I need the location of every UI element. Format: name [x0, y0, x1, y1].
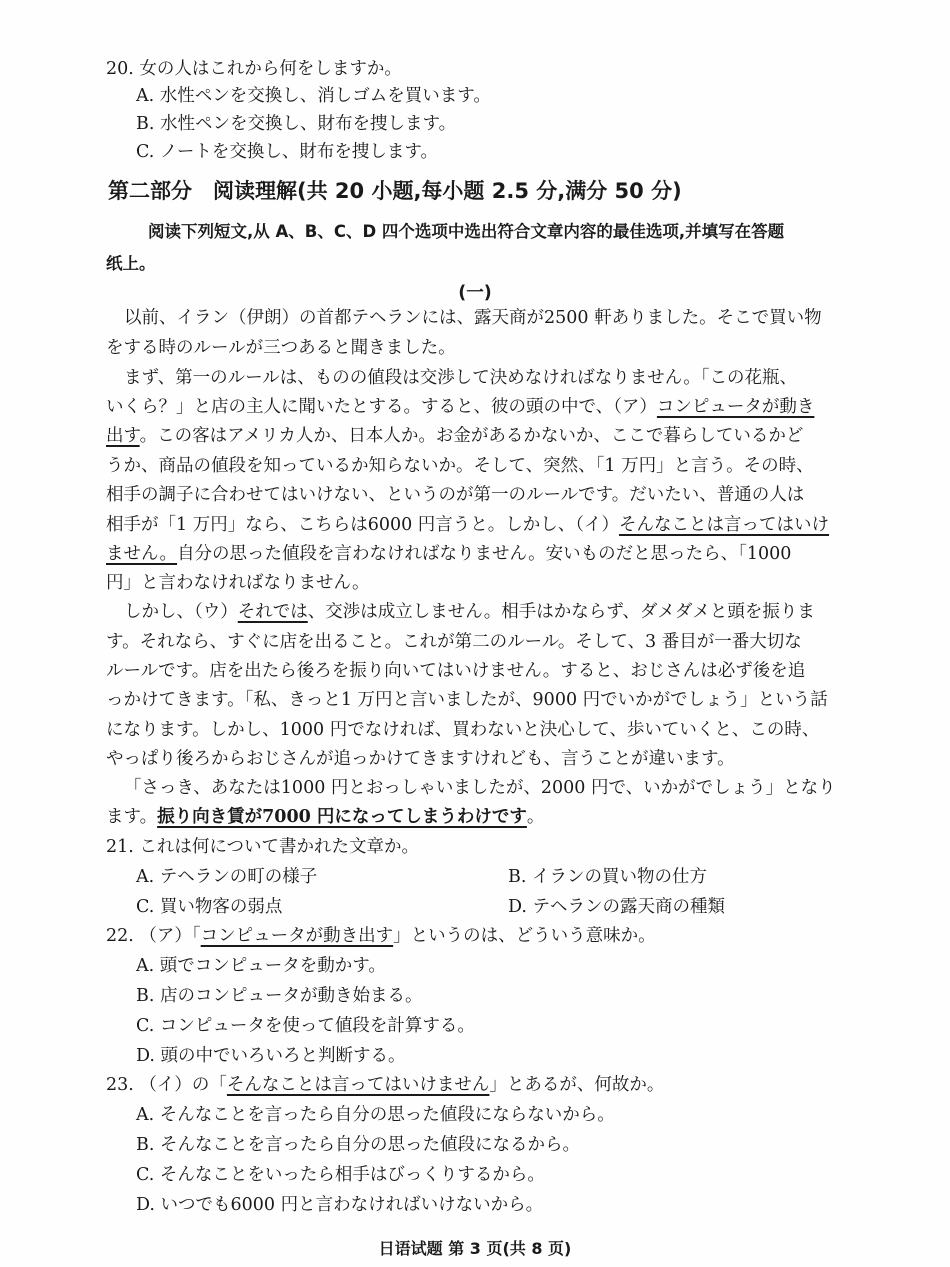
q21-stem: 21. これは何について書かれた文章か。: [106, 837, 420, 857]
section-instruction-line1: 阅读下列短文,从 A、B、C、D 四个选项中选出符合文章内容的最佳选项,并填写在答题: [148, 222, 785, 241]
underline-a-part1: コンピュータが動き: [656, 397, 815, 417]
q22-option-c: C. コンピュータを使って値段を計算する。: [136, 1016, 475, 1036]
q21-option-b: B. イランの買い物の仕方: [508, 867, 707, 887]
q23-option-c: C. そんなことをいったら相手はびっくりするから。: [136, 1165, 545, 1185]
passage-p3-line1: [124, 601, 815, 623]
passage-text: 。: [526, 807, 545, 827]
q21-option-d: D. テヘランの露天商の種類: [508, 897, 726, 917]
passage-p3-line6: やっぱり後ろからおじさんが追っかけてきますけれども、言うことが違います。: [106, 749, 735, 769]
q23-option-a: A. そんなことを言ったら自分の思った値段にならないから。: [136, 1105, 615, 1125]
passage-text: 相手が「1 万円」なら、こちらは6000 円言うと。しかし、（イ）: [106, 515, 620, 535]
passage-p4-line1: 「さっき、あなたは1000 円とおっしゃいましたが、2000 円で、いかがでしょう」となり: [124, 778, 836, 798]
passage-p3-line3: ルールです。店を出たら後ろを振り向いてはいけません。すると、おじさんは必ず後を追: [106, 661, 806, 681]
passage-p2-line4: うか、商品の値段を知っているか知らないか。そして、突然、「1 万円」と言う。その時、: [106, 456, 814, 476]
q22-option-b: B. 店のコンピュータが動き始まる。: [136, 986, 423, 1006]
q21-option-c: C. 買い物客の弱点: [136, 897, 283, 917]
passage-p3-line5: になります。しかし、1000 円でなければ、買わないと決心して、歩いていくと、この時、: [106, 720, 820, 740]
q22-stem: [106, 925, 656, 947]
underline-i-part2: ません。: [106, 544, 178, 564]
passage-text: いくら？」と店の主人に聞いたとする。すると、彼の頭の中で、（ア）: [106, 397, 657, 417]
passage-p2-line6: [106, 514, 906, 536]
q23-option-b: B. そんなことを言ったら自分の思った値段になるから。: [136, 1135, 580, 1155]
passage-text: しかし、（ウ）: [124, 602, 238, 622]
q22-stem-text: 」というのは、どういう意味か。: [393, 926, 656, 946]
passage-p2-line3: [106, 425, 906, 447]
underline-final: 振り向き賃が7000 円になってしまうわけです: [157, 807, 527, 827]
page-footer: 日语试题 第 3 页(共 8 页): [378, 1239, 572, 1258]
section-instruction-line2: 纸上。: [106, 254, 156, 273]
q20-option-a: A. 水性ペンを交換し、消しゴムを買います。: [136, 86, 491, 106]
passage-p4-line2: [106, 806, 906, 828]
q22-stem-underlined: コンピュータが動き出す: [200, 926, 394, 946]
passage-text: 。この客はアメリカ人か、日本人か。お金があるかないか、ここで暮らしているかど: [139, 426, 804, 446]
passage-p1-line2: をする時のルールが三つあると聞きました。: [106, 338, 456, 358]
q23-option-d: D. いつでも6000 円と言わなければいけないから。: [136, 1195, 544, 1215]
q21-option-a: A. テヘランの町の様子: [136, 867, 318, 887]
passage-p2-line2: [106, 396, 906, 418]
passage-p3-line4: っかけてきます。「私、きっと1 万円と言いましたが、9000 円でいかがでしょう」という話: [106, 690, 828, 710]
passage-p3-line2: す。それなら、すぐに店を出ること。これが第二のルール。そして、3 番目が一番大切な: [106, 632, 802, 652]
q23-stem: [106, 1074, 664, 1096]
q20-option-c: C. ノートを交換し、財布を捜します。: [136, 142, 438, 162]
underline-i-part1: そんなことは言ってはいけ: [619, 515, 830, 535]
q22-option-d: D. 頭の中でいろいろと判断する。: [136, 1046, 406, 1066]
passage-text: 自分の思った値段を言わなければなりません。安いものだと思ったら、「1000: [177, 544, 792, 564]
passage-p2-line8: 円」と言わなければなりません。: [106, 573, 370, 593]
q22-option-a: A. 頭でコンピュータを動かす。: [136, 956, 386, 976]
q23-stem-underlined: そんなことは言ってはいけません: [226, 1075, 490, 1095]
passage-p2-line5: 相手の調子に合わせてはいけない、というのが第一のルールです。だいたい、普通の人は: [106, 485, 805, 505]
q23-stem-text: 23. （イ）の「: [106, 1075, 227, 1095]
passage-p2-line7: [106, 543, 906, 565]
passage-p2-line1: まず、第一のルールは、ものの値段は交渉して決めなければなりません。「この花瓶、: [124, 368, 798, 388]
section-title: 第二部分 阅读理解(共 20 小题,每小题 2.5 分,满分 50 分): [108, 179, 682, 203]
q22-stem-text: 22. （ア）「: [106, 926, 201, 946]
passage-p1-line1: 以前、イラン（伊朗）の首都テヘランには、露天商が2500 軒ありました。そこで買い物: [124, 308, 822, 328]
q23-stem-text: 」とあるが、何故か。: [489, 1075, 665, 1095]
underline-u: それでは: [237, 602, 308, 622]
q20-option-b: B. 水性ペンを交換し、財布を捜します。: [136, 114, 457, 134]
passage-number: (一): [458, 283, 492, 303]
passage-text: 、交渉は成立しません。相手はかならず、ダメダメと頭を振りま: [307, 602, 815, 622]
q20-stem: 20. 女の人はこれから何をしますか。: [106, 59, 402, 79]
passage-text: ます。: [106, 807, 158, 827]
underline-a-part2: 出す: [106, 426, 140, 446]
